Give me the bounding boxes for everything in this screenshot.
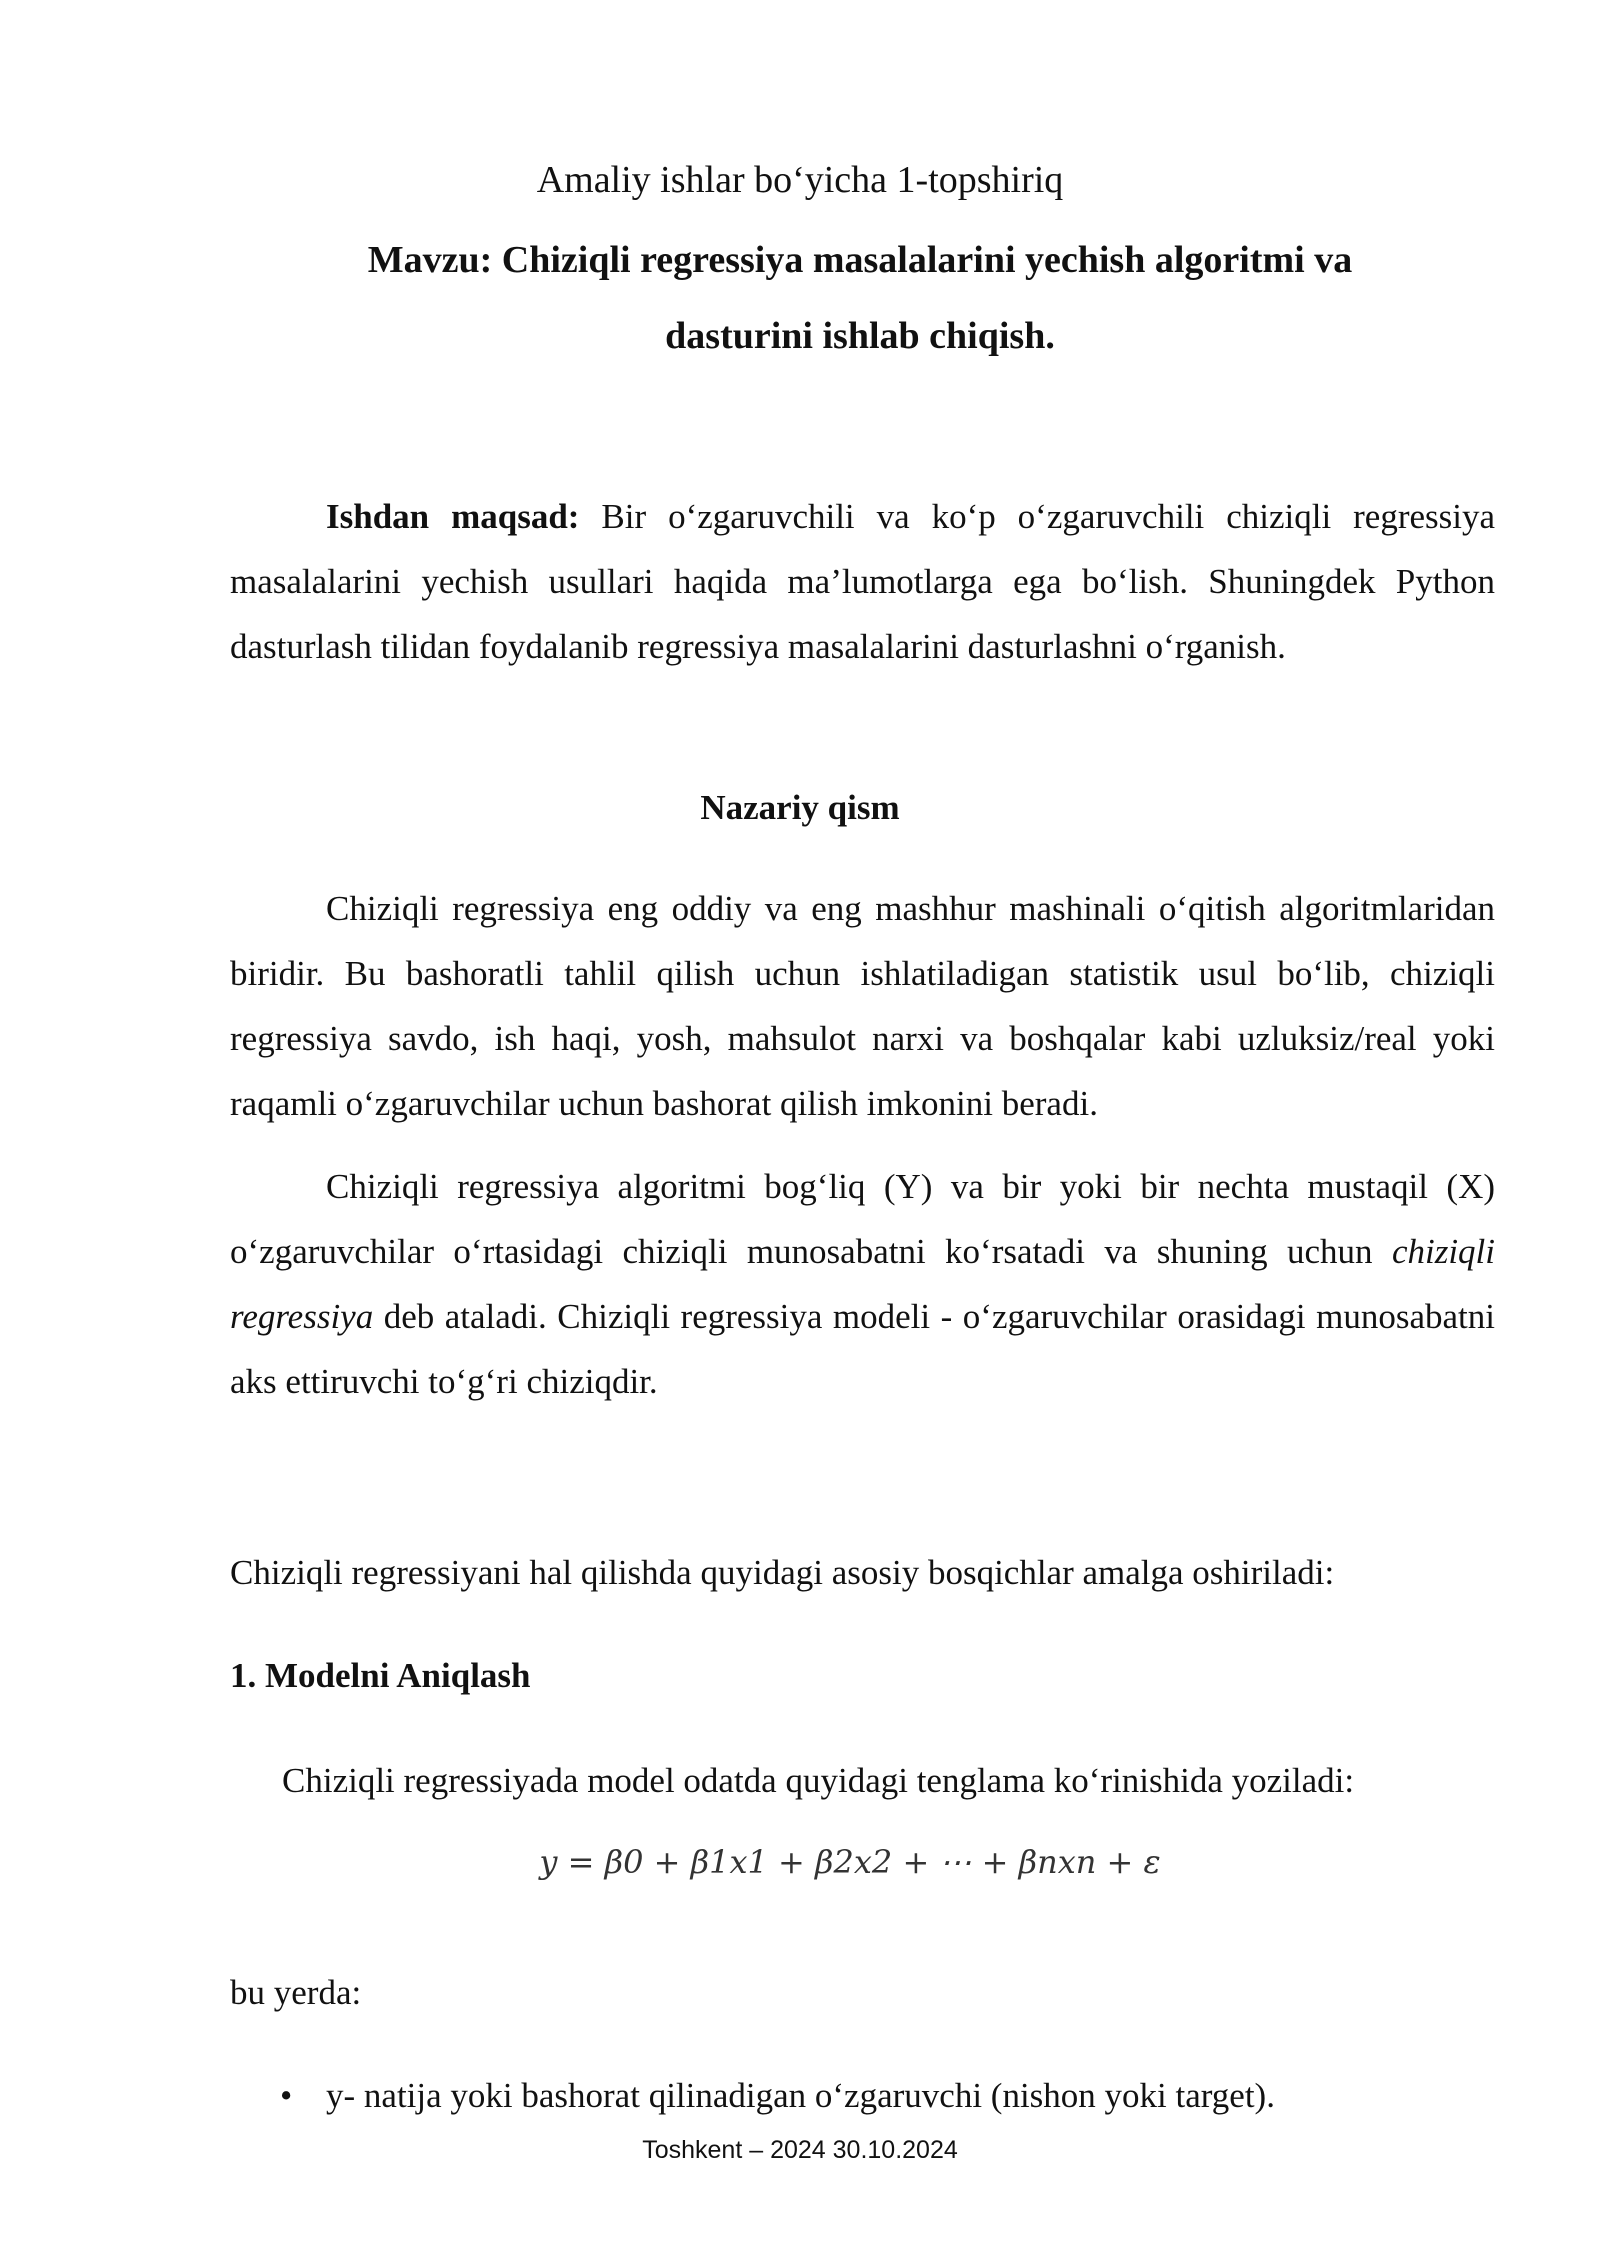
topic-heading — [230, 222, 1490, 374]
steps-intro: Chiziqli regressiyani hal qilishda quyidagi asosiy bosqichlar amalga oshiriladi: — [230, 1553, 1335, 1592]
bullet-text: y- natija yoki bashorat qilinadigan o‘zgaruvchi (nishon yoki target). — [326, 2076, 1275, 2115]
theory-paragraph-2 — [230, 1154, 1495, 1414]
goal-text: Bir o‘zgaruvchili va ko‘p o‘zgaruvchili chiziqli regressiya masalalarini yechish usullari haqida ma’lumotlarga ega bo‘lish. Shuningdek Python dasturlash tilidan foydalanib regressiya masalalarini dasturlashni o‘rganish. — [230, 497, 1496, 666]
page-footer: Toshkent – 2024 30.10.2024 — [642, 2136, 958, 2164]
theory-p2-start: Chiziqli regressiya algoritmi bog‘liq (Y) va bir yoki bir nechta mustaqil (X) o‘zgaruvchilar o‘rtasidagi chiziqli munosabatni ko‘rsatadi va shuning uchun — [230, 1167, 1495, 1271]
goal-paragraph — [230, 484, 1495, 679]
theory-p2-end: deb ataladi. Chiziqli regressiya modeli - o‘zgaruvchilar orasidagi munosabatni aks ettiruvchi to‘g‘ri chiziqdir. — [230, 1297, 1495, 1401]
where-label: bu yerda: — [230, 1973, 362, 2012]
topic-line-2: dasturini ishlab chiqish. — [665, 315, 1055, 357]
bullet-list-item — [280, 2066, 1480, 2126]
bullet-marker: • — [280, 2076, 293, 2115]
theory-p2-emphasis: chiziqli regressiya — [230, 1232, 1495, 1336]
theory-heading: Nazariy qism — [700, 788, 900, 827]
topic-line-1: Mavzu: Chiziqli regressiya masalalarini yechish algoritmi va — [367, 239, 1353, 281]
goal-label: Ishdan maqsad: — [326, 497, 580, 536]
step-1-text: Chiziqli regressiyada model odatda quyidagi tenglama ko‘rinishida yoziladi: — [282, 1761, 1355, 1800]
formula-text: y = β0 + β1x1 + β2x2 + ⋯ + βnxn + ε — [539, 1843, 1161, 1881]
theory-paragraph-1: Chiziqli regressiya eng oddiy va eng mashhur mashinali o‘qitish algoritmlaridan biridir. Bu bashoratli tahlil qilish uchun ishlatiladigan statistik usul bo‘lib, chiziqli regressiya savdo, ish haqi, yosh, mahsulot narxi va boshqalar kabi uzluksiz/real yoki raqamli o‘zgaruvchilar uchun bashorat qilish imkonini beradi. — [230, 889, 1495, 1123]
document-title: Amaliy ishlar bo‘yicha 1-topshiriq — [536, 159, 1064, 201]
regression-formula — [520, 1832, 1180, 1892]
step-1-heading: 1. Modelni Aniqlash — [230, 1656, 531, 1695]
